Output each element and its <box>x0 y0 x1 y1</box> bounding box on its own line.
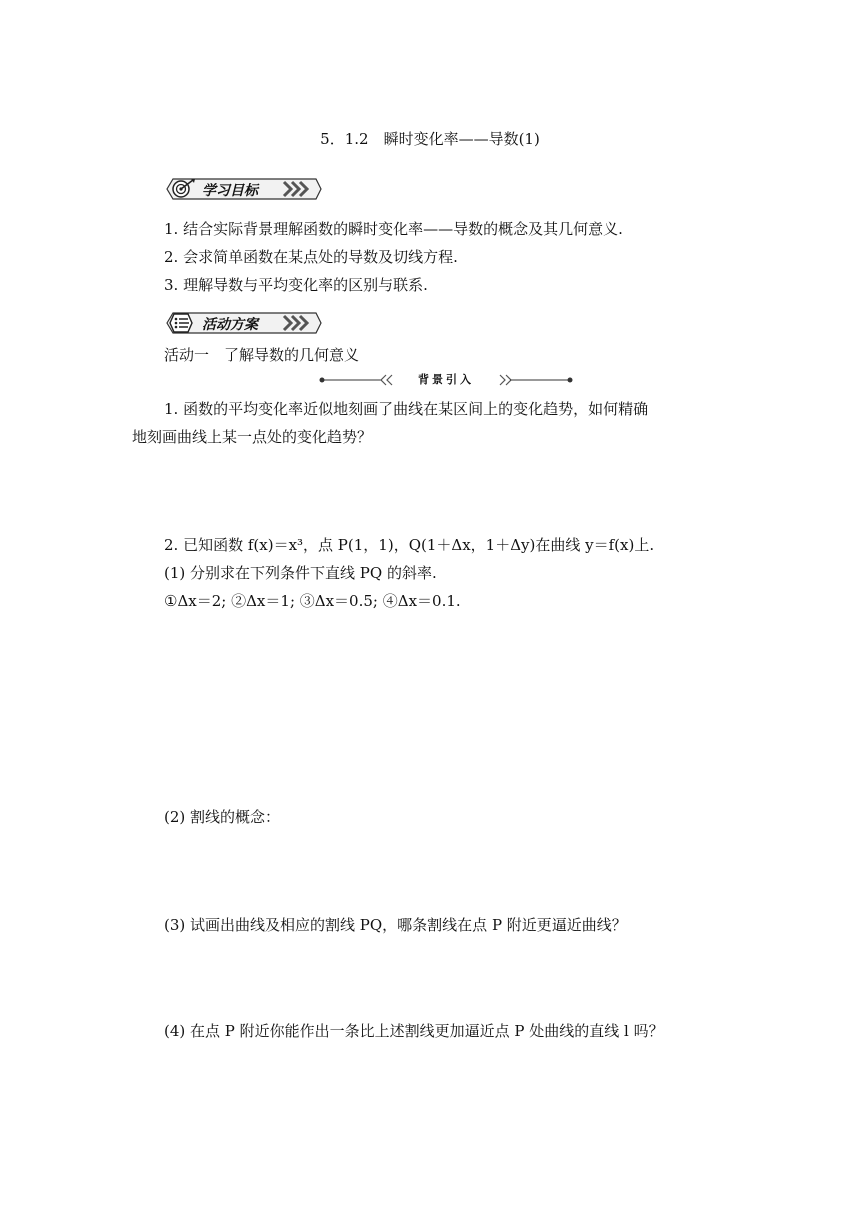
activity-heading: 活动一 了解导数的几何意义 <box>164 346 360 364</box>
goal-item: 3. 理解导数与平均变化率的区别与联系. <box>164 276 428 294</box>
activity-plan-banner <box>164 310 324 336</box>
question-2: 2. 已知函数 f(x)＝x³，点 P(1，1)，Q(1＋Δx，1＋Δy)在曲线 y＝f(x)上. <box>164 536 655 554</box>
activity-plan-label: 活动方案 <box>202 317 258 333</box>
question-1-line2: 地刻画曲线上某一点处的变化趋势？ <box>132 428 373 446</box>
learning-goals-label: 学习目标 <box>202 183 258 199</box>
goal-item: 1. 结合实际背景理解函数的瞬时变化率——导数的概念及其几何意义. <box>164 220 623 238</box>
learning-goals-banner <box>164 176 324 202</box>
question-2-part2: (2) 割线的概念： <box>164 808 281 826</box>
question-2-part1: (1) 分别求在下列条件下直线 PQ 的斜率. <box>164 564 437 582</box>
background-intro-banner <box>318 371 574 389</box>
question-1-line1: 1. 函数的平均变化率近似地刻画了曲线在某区间上的变化趋势，如何精确 <box>164 400 649 418</box>
background-intro-label: 背景引入 <box>418 373 474 386</box>
question-2-part4: (4) 在点 P 附近你能作出一条比上述割线更加逼近点 P 处曲线的直线 l 吗？ <box>164 1022 664 1040</box>
question-2-part3: (3) 试画出曲线及相应的割线 PQ，哪条割线在点 P 附近更逼近曲线？ <box>164 916 627 934</box>
goal-item: 2. 会求简单函数在某点处的导数及切线方程. <box>164 248 458 266</box>
question-2-part1-cases: ①Δx＝2; ②Δx＝1; ③Δx＝0.5; ④Δx＝0.1. <box>164 592 461 610</box>
page-title: 5．1.2 瞬时变化率——导数(1) <box>320 130 540 148</box>
